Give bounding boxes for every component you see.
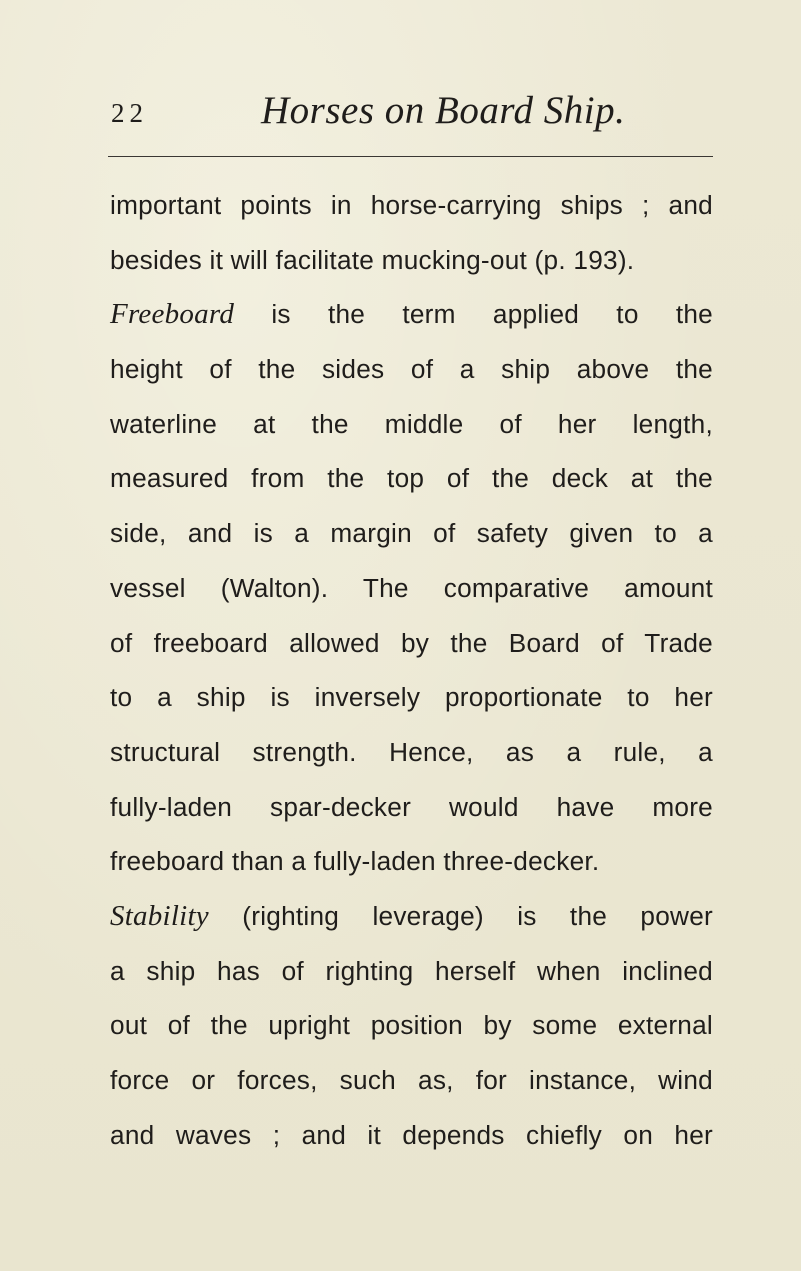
text-line: structural strength. Hence, as a rule, a [110, 736, 713, 767]
body-text [110, 178, 713, 1162]
text-line: measured from the top of the deck at the [110, 463, 713, 494]
term-freeboard: Freeboard [110, 298, 235, 331]
text-line-rest: is the term applied to the [234, 299, 713, 330]
text-line: and waves ; and it depends chiefly on her [110, 1119, 713, 1150]
text-line-rest: (righting leverage) is the power [208, 900, 713, 931]
page-header [0, 88, 801, 136]
page-number: 22 [111, 98, 148, 128]
text-line: a ship has of righting herself when inclined [110, 955, 713, 986]
header-rule [108, 156, 713, 157]
text-line: vessel (Walton). The comparative amount [110, 572, 713, 603]
text-line: to a ship is inversely proportionate to her [110, 682, 713, 713]
text-line [110, 889, 713, 944]
running-title: Horses on Board Ship. [261, 89, 626, 132]
text-line: besides it will facilitate mucking-out (p. 193). [110, 244, 635, 275]
text-line: fully-laden spar-decker would have more [110, 791, 713, 822]
text-line [110, 287, 713, 342]
text-line: force or forces, such as, for instance, wind [110, 1065, 713, 1095]
text-line: of freeboard allowed by the Board of Trade [110, 627, 713, 658]
text-line: freeboard than a fully-laden three-decker. [110, 846, 600, 877]
text-line: out of the upright position by some external [110, 1010, 713, 1041]
text-line: side, and is a margin of safety given to a [110, 518, 713, 549]
text-line: height of the sides of a ship above the [110, 354, 713, 385]
text-line: important points in horse-carrying ships ; and [110, 190, 713, 220]
term-stability: Stability [110, 899, 209, 932]
text-line: waterline at the middle of her length, [110, 408, 713, 439]
